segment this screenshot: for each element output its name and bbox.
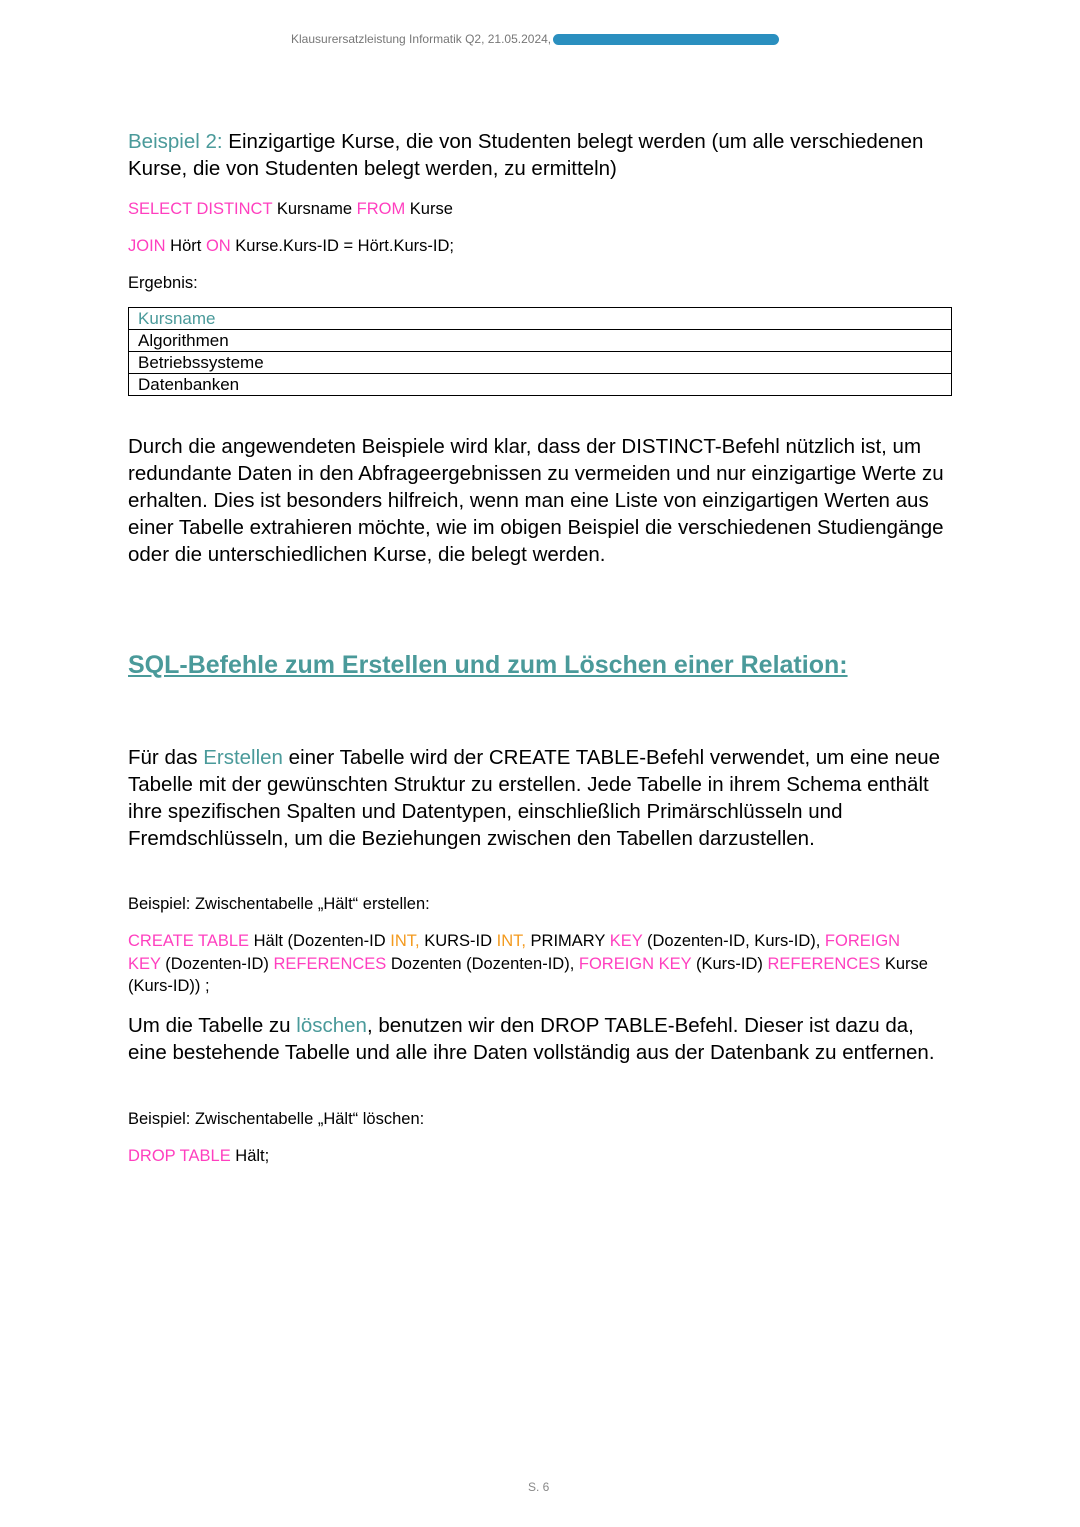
example-create-label: Beispiel: Zwischentabelle „Hält“ erstellen: (128, 895, 430, 913)
keyword-drop-table: DROP TABLE (128, 1147, 231, 1165)
code-text: KURS-ID (419, 932, 497, 950)
keyword-foreign-key: FOREIGN KEY (578, 954, 692, 973)
table-header-row (129, 308, 952, 330)
paragraph-create (128, 744, 958, 852)
example2-title (128, 128, 968, 182)
code-text: Dozenten (Dozenten-ID), (386, 954, 579, 973)
keyword-references: REFERENCES (767, 954, 881, 973)
paragraph-text: einer Tabelle wird der CREATE TABLE-Befehl verwendet, um eine neue Tabelle mit der gewünschten Struktur zu erstellen. Jede Tabelle in ihrem Schema enthält ihre spezifischen Spalten und Datentypen, einschließlich Primärschlüsseln und Fremdschlüsseln, um die Beziehungen zwischen den Tabellen darzustellen. (128, 746, 941, 850)
code-text: (Dozenten-ID, Kurs-ID), (642, 932, 825, 950)
query-join-line (128, 235, 968, 258)
keyword-join: JOIN (128, 237, 166, 255)
keyword-int: INT, (496, 932, 526, 950)
query-text: Kursname (272, 200, 357, 218)
keyword-int: INT, (390, 932, 420, 950)
paragraph-distinct: Durch die angewendeten Beispiele wird klar, dass der DISTINCT-Befehl nützlich ist, um redundante Daten in den Abfrageergebnissen zu vermeiden und nur einzigartige Werte zu erhalten. Dies ist besonders hilfreich, wenn man eine Liste von einzigartigen Werten aus einer Tabelle extrahieren möchte, wie im obigen Beispiel die verschiedenen Studiengänge oder die unterschiedlichen Kurse, die belegt werden. (128, 435, 944, 566)
keyword-on: ON (205, 237, 231, 255)
code-text: (Dozenten-ID) (160, 954, 274, 973)
example2-text: Einzigartige Kurse, die von Studenten belegt werden (um alle verschiedenen Kurse, die von Studenten belegt werden, zu ermitteln) (128, 130, 924, 180)
keyword-references: REFERENCES (273, 954, 387, 973)
keyword-create-table: CREATE TABLE (128, 932, 250, 950)
table-row (129, 352, 952, 374)
query-select-line (128, 198, 968, 221)
drop-statement (128, 1145, 968, 1168)
table-cell: Algorithmen (129, 330, 952, 352)
paragraph-text: Für das (128, 746, 204, 769)
page-header (291, 32, 779, 46)
code-text: Hält; (230, 1147, 270, 1165)
header-text: Klausurersatzleistung Informatik Q2, 21.05.2024, (291, 32, 552, 46)
code-text: Kurse (Kurs-ID)) ; (128, 954, 928, 995)
table-row (129, 374, 952, 396)
example2-label: Beispiel 2: (128, 130, 223, 153)
code-text: PRIMARY (525, 932, 610, 950)
query-text: Hört (165, 237, 206, 255)
result-table (128, 307, 952, 396)
table-cell: Datenbanken (129, 374, 952, 396)
example-drop-label: Beispiel: Zwischentabelle „Hält“ löschen: (128, 1110, 425, 1128)
paragraph-text: , benutzen wir den DROP TABLE-Befehl. Dieser ist dazu da, eine bestehende Tabelle und alle ihre Daten vollständig aus der Datenbank zu entfernen. (128, 1014, 935, 1064)
table-row (129, 330, 952, 352)
code-text: (Kurs-ID) (691, 954, 768, 973)
paragraph-drop (128, 1012, 948, 1066)
page-number: S. 6 (528, 1480, 550, 1494)
result-label: Ergebnis: (128, 274, 198, 292)
keyword-select-distinct: SELECT DISTINCT (128, 200, 273, 218)
keyword-erstellen: Erstellen (203, 746, 283, 769)
create-statement (128, 930, 928, 998)
query-text: Kurse.Kurs-ID = Hört.Kurs-ID; (230, 237, 454, 255)
keyword-foreign-key: FOREIGN KEY (128, 932, 901, 973)
code-text: Hält (Dozenten-ID (249, 932, 391, 950)
table-cell: Betriebssysteme (129, 352, 952, 374)
keyword-from: FROM (356, 200, 406, 218)
section-heading: SQL-Befehle zum Erstellen und zum Löschen einer Relation: (128, 651, 848, 679)
paragraph-text: Um die Tabelle zu (128, 1014, 297, 1037)
query-text: Kurse (405, 200, 453, 218)
keyword-loeschen: löschen (296, 1014, 367, 1037)
keyword-key: KEY (609, 932, 643, 950)
table-header-kursname: Kursname (129, 308, 952, 330)
redacted-name (553, 34, 779, 45)
